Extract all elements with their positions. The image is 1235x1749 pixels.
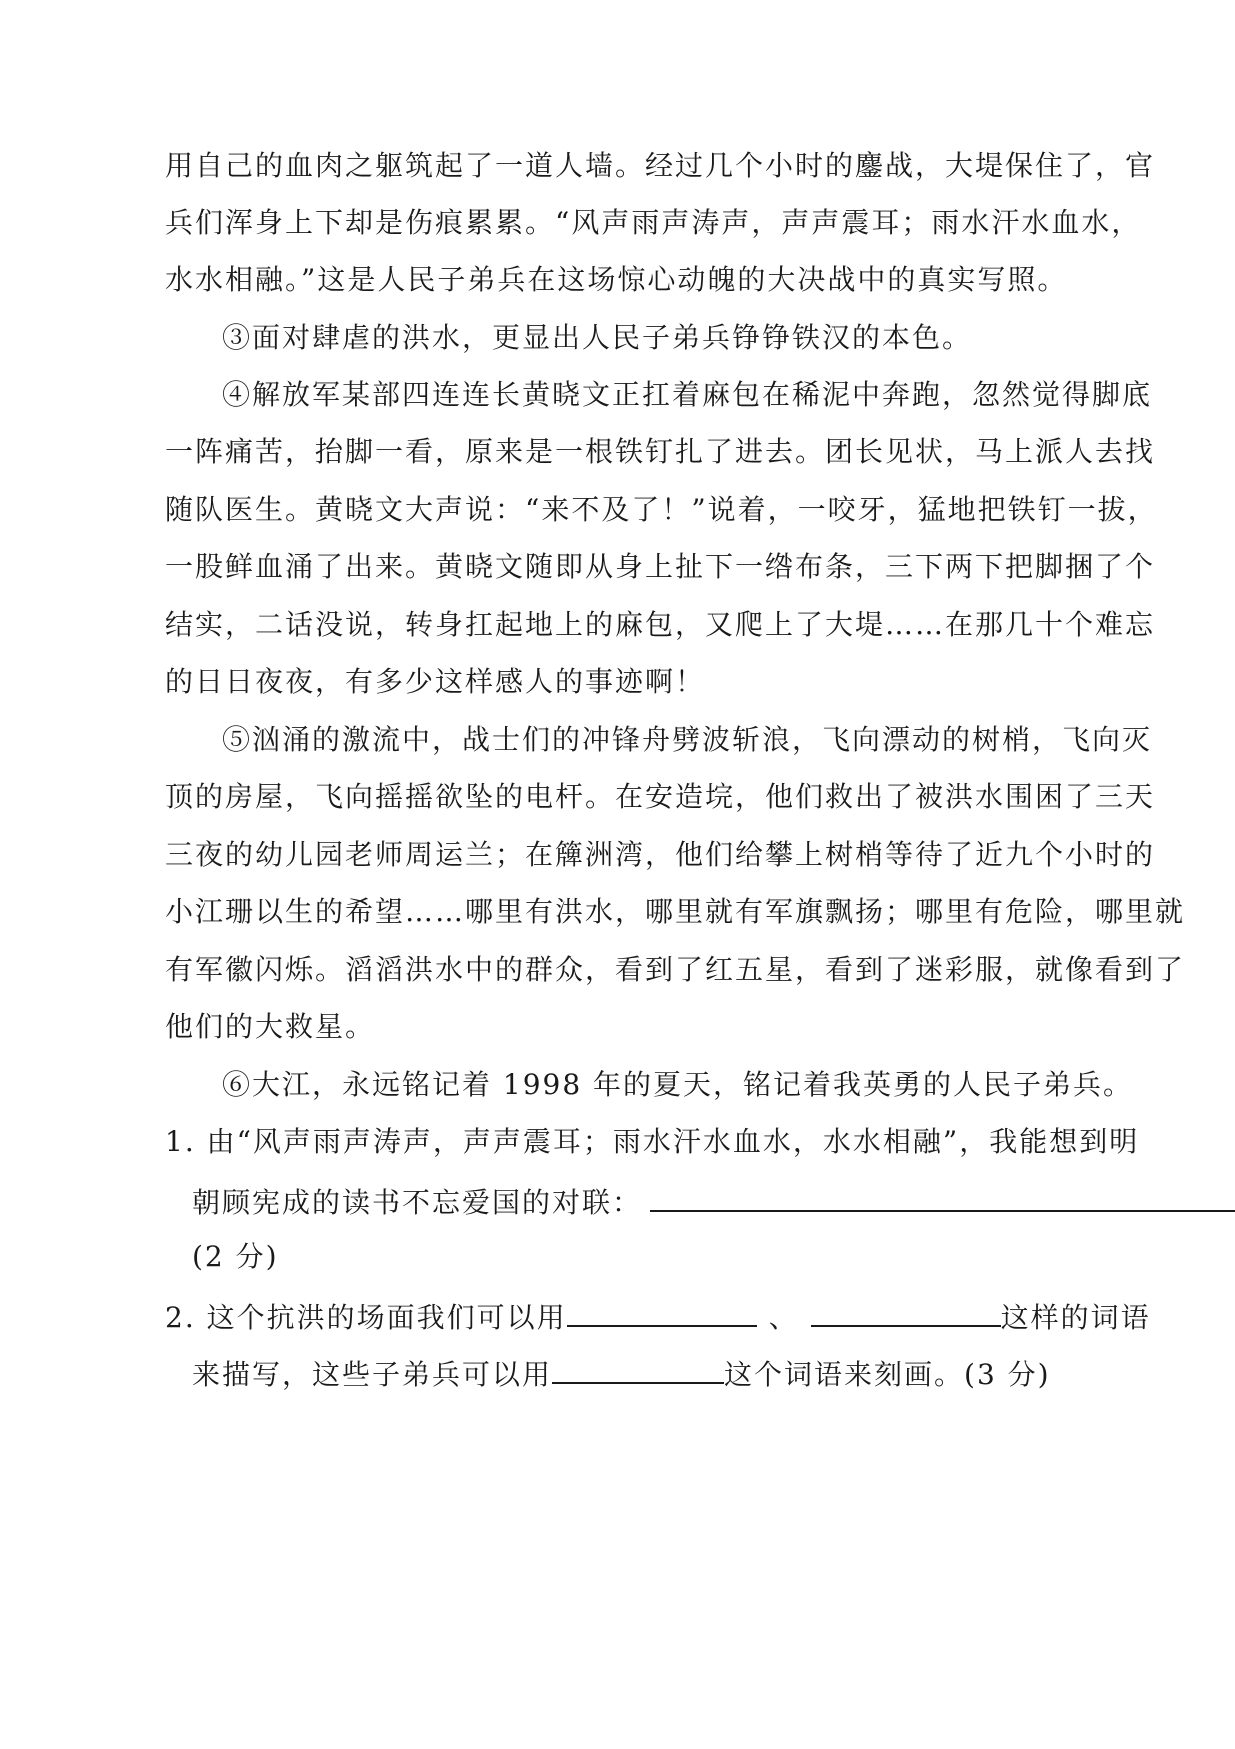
passage-line: 水水相融。”这是人民子弟兵在这场惊心动魄的大决战中的真实写照。 <box>165 263 1068 296</box>
passage-line: 用自己的血肉之躯筑起了一道人墙。经过几个小时的鏖战，大堤保住了，官 <box>165 149 1156 182</box>
separator: 、 <box>768 1301 799 1334</box>
question-2-prompt: 2. 这个抗洪的场面我们可以用 <box>165 1301 567 1334</box>
passage-line: ④解放军某部四连连长黄晓文正扛着麻包在稀泥中奔跑，忽然觉得脚底 <box>222 378 1153 411</box>
passage-line: 他们的大救星。 <box>165 1010 376 1043</box>
answer-blank[interactable] <box>552 1352 724 1384</box>
passage-line: 的日日夜夜，有多少这样感人的事迹啊！ <box>165 665 706 698</box>
question-2-text: 这样的词语 <box>1000 1301 1151 1334</box>
question-2-line1 <box>165 1295 1151 1335</box>
answer-blank[interactable] <box>650 1180 1235 1212</box>
question-2-line2 <box>192 1352 1051 1392</box>
answer-blank[interactable] <box>811 1295 1001 1327</box>
question-2-text: 来描写，这些子弟兵可以用 <box>192 1358 553 1391</box>
passage-line: 兵们浑身上下却是伤痕累累。“风声雨声涛声，声声震耳；雨水汗水血水， <box>165 206 1142 239</box>
passage-line: 三夜的幼儿园老师周运兰；在簰洲湾，他们给攀上树梢等待了近九个小时的 <box>165 838 1156 871</box>
passage-line: 一阵痛苦，抬脚一看，原来是一根铁钉扎了进去。团长见状，马上派人去找 <box>165 435 1156 468</box>
passage-line: 顶的房屋，飞向摇摇欲坠的电杆。在安造垸，他们救出了被洪水围困了三天 <box>165 780 1156 813</box>
passage-line: ⑤汹涌的激流中，战士们的冲锋舟劈波斩浪，飞向漂动的树梢，飞向灭 <box>222 723 1153 756</box>
question-1-prompt: 朝顾宪成的读书不忘爱国的对联： <box>192 1186 643 1219</box>
passage-line: ③面对肆虐的洪水，更显出人民子弟兵铮铮铁汉的本色。 <box>222 321 973 354</box>
question-1-score: (2 分) <box>192 1240 279 1273</box>
passage-line: 随队医生。黄晓文大声说：“来不及了！”说着，一咬牙，猛地把铁钉一拔， <box>165 493 1158 526</box>
passage-line: 一股鲜血涌了出来。黄晓文随即从身上扯下一绺布条，三下两下把脚捆了个 <box>165 550 1156 583</box>
passage-line: 有军徽闪烁。滔滔洪水中的群众，看到了红五星，看到了迷彩服，就像看到了 <box>165 953 1186 986</box>
passage-line: 小江珊以生的希望……哪里有洪水，哪里就有军旗飘扬；哪里有危险，哪里就 <box>165 895 1186 928</box>
passage-line: 结实，二话没说，转身扛起地上的麻包，又爬上了大堤……在那几十个难忘 <box>165 608 1156 641</box>
question-1-line2 <box>192 1180 1235 1220</box>
question-1-text: 1. 由“风声雨声涛声，声声震耳；雨水汗水血水，水水相融”，我能想到明 <box>165 1125 1140 1158</box>
question-2-text: 这个词语来刻画。(3 分) <box>724 1358 1051 1391</box>
passage-line: ⑥大江，永远铭记着 1998 年的夏天，铭记着我英勇的人民子弟兵。 <box>222 1068 1134 1101</box>
answer-blank[interactable] <box>567 1295 757 1327</box>
